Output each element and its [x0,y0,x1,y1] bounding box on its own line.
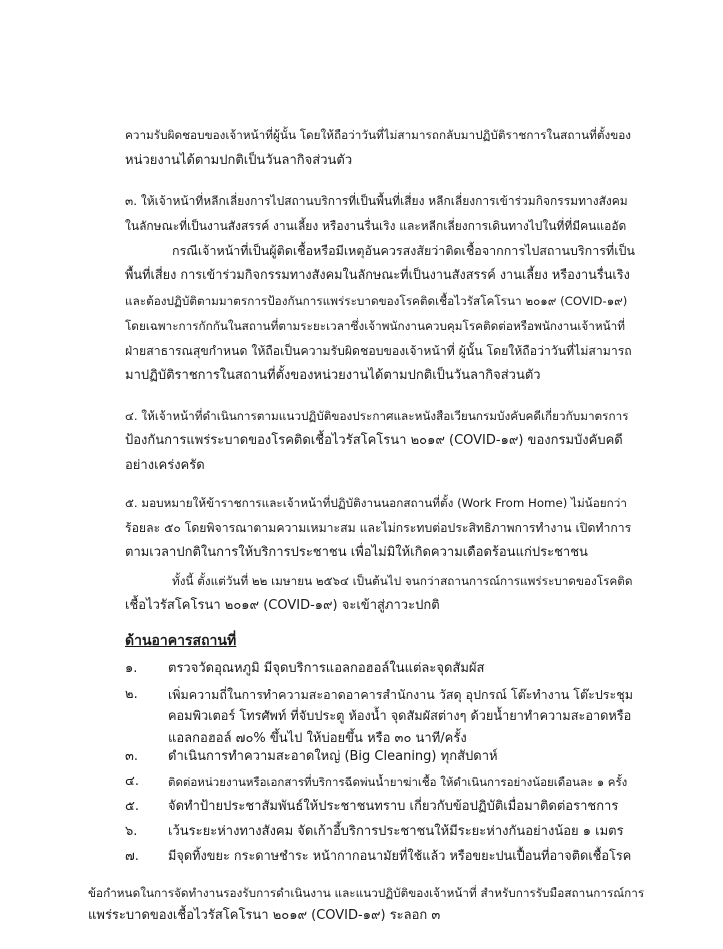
item4-line: ป้องกันการแพร่ระบาดของโรคติดเชื้อไวรัสโคโรนา ๒๐๑๙ (COVID-๑๙) ของกรมบังคับคดี [125,433,623,448]
item3-line: โดยเฉพาะการกักกันในสถานที่ตามระยะเวลาซึ่งเจ้าพนักงานควบคุมโรคติดต่อหรือพนักงานเจ้าหน้าที่ [125,319,625,333]
item3-line: พื้นที่เสี่ยง การเข้าร่วมกิจกรรมทางสังคมในลักษณะที่เป็นงานสังสรรค์ งานเลี้ยง หรืองานรื่นเริง [125,268,630,283]
footer-line: แพร่ระบาดของเชื้อไวรัสโคโรนา ๒๐๑๙ (COVID-๑๙) ระลอก ๓ [88,908,441,923]
intro-line: หน่วยงานได้ตามปกติเป็นวันลากิจส่วนตัว [125,153,353,168]
list-item: ดำเนินการทำความสะอาดใหญ่ (Big Cleaning) ทุกสัปดาห์ [168,749,498,764]
list-number: ๗. [125,849,139,864]
list-number: ๔. [125,774,139,789]
section-heading: ด้านอาคารสถานที่ [125,633,237,649]
list-item: ติดต่อหน่วยงานหรือเอกสารที่บริการฉีดพ่นน้ำยาฆ่าเชื้อ ให้ดำเนินการอย่างน้อยเดือนละ ๑ ครั้ง [168,775,628,789]
item5-line: ร้อยละ ๕๐ โดยพิจารณาตามความเหมาะสม และไม่กระทบต่อประสิทธิภาพการทำงาน เปิดทำการ [125,521,632,535]
item4-line: ๔. ให้เจ้าหน้าที่ดำเนินการตามแนวปฏิบัติของประกาศและหนังสือเวียนกรมบังคับคดีเกี่ยวกับมาตรการ [125,409,629,423]
item3-line: ๓. ให้เจ้าหน้าที่หลีกเลี่ยงการไปสถานบริการที่เป็นพื้นที่เสี่ยง หลีกเลี่ยงการเข้าร่วมกิจกรรมทางสังคม [125,194,628,208]
list-item: เว้นระยะห่างทางสังคม จัดเก้าอี้บริการประชาชนให้มีระยะห่างกันอย่างน้อย ๑ เมตร [168,824,624,839]
item3-line: มาปฏิบัติราชการในสถานที่ตั้งของหน่วยงานได้ตามปกติเป็นวันลากิจส่วนตัว [125,368,541,383]
list-item: แอลกอฮอล์ ๗๐% ขึ้นไป ให้บ่อยขึ้น หรือ ๓๐ นาที/ครั้ง [168,731,467,746]
effective-line: เชื้อไวรัสโคโรนา ๒๐๑๙ (COVID-๑๙) จะเข้าสู่ภาวะปกติ [125,598,440,613]
list-item: จัดทำป้ายประชาสัมพันธ์ให้ประชาชนทราบ เกี่ยวกับข้อปฏิบัติเมื่อมาติดต่อราชการ [168,799,619,814]
item5-line: ตามเวลาปกติในการให้บริการประชาชน เพื่อไม่มิให้เกิดความเดือดร้อนแก่ประชาชน [125,545,588,560]
item4-line: อย่างเคร่งครัด [125,458,205,473]
list-number: ๕. [125,799,139,814]
intro-line: ความรับผิดชอบของเจ้าหน้าที่ผู้นั้น โดยให้ถือว่าวันที่ไม่สามารถกลับมาปฏิบัติราชการในสถานที่ตั้งของ [125,128,632,142]
footer-line: ข้อกำหนดในการจัดทำงานรองรับการดำเนินงาน และแนวปฏิบัติของเจ้าหน้าที่ สำหรับการรับมือสถานการณ์การ [88,886,645,900]
list-number: ๑. [125,661,138,676]
item3-line: ในลักษณะที่เป็นงานสังสรรค์ งานเลี้ยง หรืองานรื่นเริง และหลีกเลี่ยงการเดินทางไปในที่ที่มีคนแออัด [125,219,627,233]
item3-line: กรณีเจ้าหน้าที่เป็นผู้ติดเชื้อหรือมีเหตุอันควรสงสัยว่าติดเชื้อจากการไปสถานบริการที่เป็น [172,243,635,258]
item5-line: ๕. มอบหมายให้ข้าราชการและเจ้าหน้าที่ปฏิบัติงานนอกสถานที่ตั้ง (Work From Home) ไม่น้อยกว่า [125,496,627,510]
list-item: คอมพิวเตอร์ โทรศัพท์ ที่จับประตู ห้องน้ำ จุดสัมผัสต่างๆ ด้วยน้ำยาทำความสะอาดหรือ [168,709,632,724]
item3-line: และต้องปฏิบัติตามมาตรการป้องกันการแพร่ระบาดของโรคติดเชื้อไวรัสโคโรนา ๒๐๑๙ (COVID-๑๙) [125,294,628,308]
list-number: ๖. [125,824,138,839]
list-number: ๓. [125,749,139,764]
list-item: เพิ่มความถี่ในการทำความสะอาดอาคารสำนักงาน วัสดุ อุปกรณ์ โต๊ะทำงาน โต๊ะประชุม [168,687,633,702]
item3-line: ฝ่ายสาธารณสุขกำหนด ให้ถือเป็นความรับผิดชอบของเจ้าหน้าที่ ผู้นั้น โดยให้ถือว่าวันที่ไม่สามารถ [125,344,632,358]
list-item: ตรวจวัดอุณหภูมิ มีจุดบริการแอลกอฮอล์ในแต่ละจุดสัมผัส [168,661,485,676]
effective-line: ทั้งนี้ ตั้งแต่วันที่ ๒๒ เมษายน ๒๕๖๔ เป็นต้นไป จนกว่าสถานการณ์การแพร่ระบาดของโรคติด [172,574,633,588]
list-number: ๒. [125,687,138,702]
list-item: มีจุดทิ้งขยะ กระดาษชำระ หน้ากากอนามัยที่ใช้แล้ว หรือขยะปนเปื้อนที่อาจติดเชื้อโรค [168,849,632,864]
